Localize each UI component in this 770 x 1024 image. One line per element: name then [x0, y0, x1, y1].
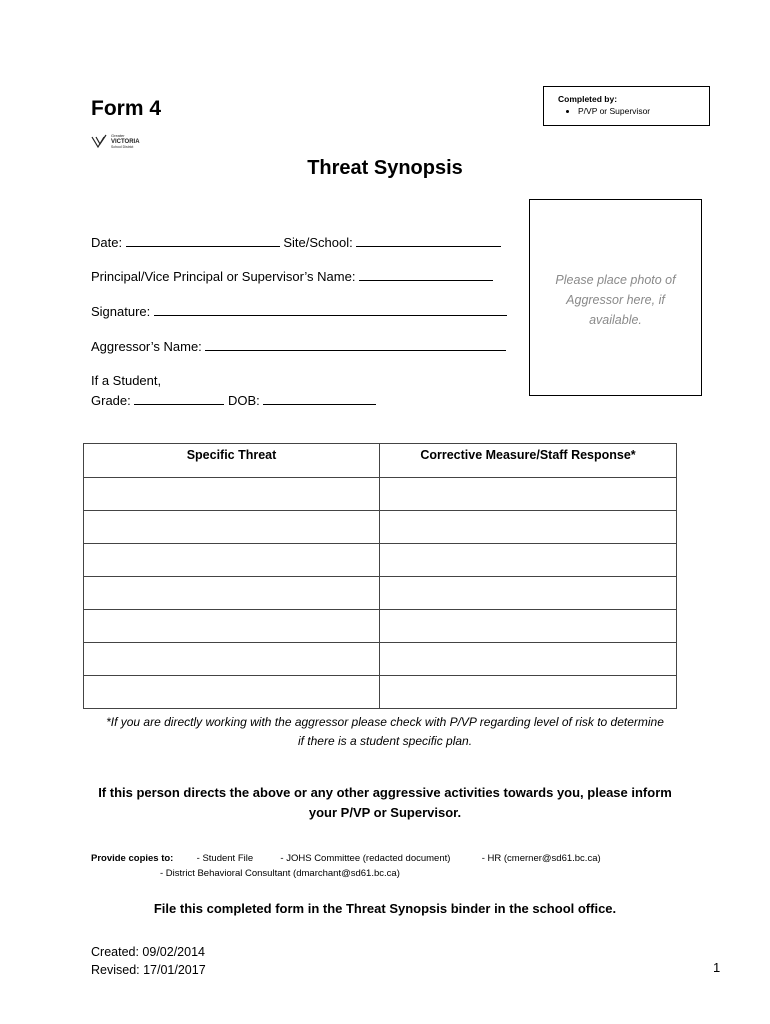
completed-by-label: Completed by:: [558, 94, 618, 104]
threat-cell[interactable]: [84, 676, 380, 709]
date-site-row: [91, 234, 501, 251]
response-cell[interactable]: [380, 511, 677, 544]
response-cell[interactable]: [380, 544, 677, 577]
date-label: Date:: [91, 235, 123, 250]
inform-notice-text: If this person directs the above or any other aggressive activities towards you, please inform your P/VP or Supervisor.: [98, 785, 672, 820]
threat-cell[interactable]: [84, 544, 380, 577]
table-row: [84, 511, 677, 544]
aggressor-row: [91, 338, 506, 355]
logo-text-1: Greater: [111, 133, 125, 138]
copies-item-consultant: - District Behavioral Consultant (dmarchant@sd61.bc.ca): [160, 868, 400, 879]
completed-by-box: [543, 86, 710, 126]
dob-field[interactable]: [263, 392, 376, 405]
file-notice: File this completed form in the Threat Synopsis binder in the school office.: [153, 901, 617, 916]
revised-date: Revised: 17/01/2017: [91, 963, 206, 977]
table-row: [84, 577, 677, 610]
dob-label: DOB:: [228, 393, 260, 408]
footnote-text: *If you are directly working with the aggressor please check with P/VP regarding level of risk to determine if there is a student specific plan.: [106, 715, 664, 748]
grade-label: Grade:: [91, 393, 131, 408]
table-row: [84, 643, 677, 676]
table-header-row: [84, 444, 677, 478]
signature-label: Signature:: [91, 304, 151, 319]
site-label: Site/School:: [283, 235, 353, 250]
created-date: Created: 09/02/2014: [91, 945, 205, 959]
response-cell[interactable]: [380, 610, 677, 643]
threat-cell[interactable]: [84, 511, 380, 544]
header-corrective-measure: Corrective Measure/Staff Response*: [380, 444, 677, 478]
grade-field[interactable]: [134, 392, 224, 405]
response-cell[interactable]: [380, 643, 677, 676]
copies-section: [91, 851, 601, 881]
table-row: [84, 544, 677, 577]
school-district-logo: [91, 132, 157, 150]
copies-item-student-file: - Student File: [196, 853, 254, 864]
aggressor-name-field[interactable]: [205, 338, 506, 351]
threat-table: [83, 443, 677, 709]
principal-row: [91, 268, 493, 285]
copies-label: Provide copies to:: [91, 853, 174, 864]
footnote: [0, 713, 770, 751]
copies-item-hr: - HR (cmerner@sd61.bc.ca): [481, 853, 601, 864]
inform-notice: [0, 783, 770, 823]
student-label: If a Student,: [91, 373, 162, 388]
completed-by-item: • P/VP or Supervisor: [578, 105, 709, 117]
logo-text-3: School District: [111, 145, 134, 149]
page-number: 1: [713, 960, 721, 975]
revision-info: [91, 943, 206, 979]
header-specific-threat: Specific Threat: [84, 444, 380, 478]
threat-cell[interactable]: [84, 577, 380, 610]
signature-row: [91, 303, 507, 320]
principal-name-field[interactable]: [359, 268, 493, 281]
site-field[interactable]: [356, 234, 501, 247]
completed-by-list: [558, 105, 709, 117]
signature-field[interactable]: [154, 303, 507, 316]
date-field[interactable]: [126, 234, 280, 247]
copies-item-johs: - JOHS Committee (redacted document): [280, 853, 451, 864]
response-cell[interactable]: [380, 676, 677, 709]
form-label: Form 4: [91, 97, 162, 120]
principal-label: Principal/Vice Principal or Supervisor’s Name:: [91, 269, 356, 284]
threat-cell[interactable]: [84, 610, 380, 643]
response-cell[interactable]: [380, 478, 677, 511]
photo-placeholder-text: Please place photo of Aggressor here, if available.: [555, 273, 676, 327]
logo-text-2: VICTORIA: [111, 139, 140, 145]
response-cell[interactable]: [380, 577, 677, 610]
table-row: [84, 610, 677, 643]
aggressor-label: Aggressor’s Name:: [91, 339, 202, 354]
threat-cell[interactable]: [84, 478, 380, 511]
page-title: Threat Synopsis: [307, 157, 463, 179]
grade-dob-row: [91, 392, 376, 409]
photo-box[interactable]: [529, 199, 702, 396]
threat-cell[interactable]: [84, 643, 380, 676]
table-row: [84, 478, 677, 511]
table-row: [84, 676, 677, 709]
